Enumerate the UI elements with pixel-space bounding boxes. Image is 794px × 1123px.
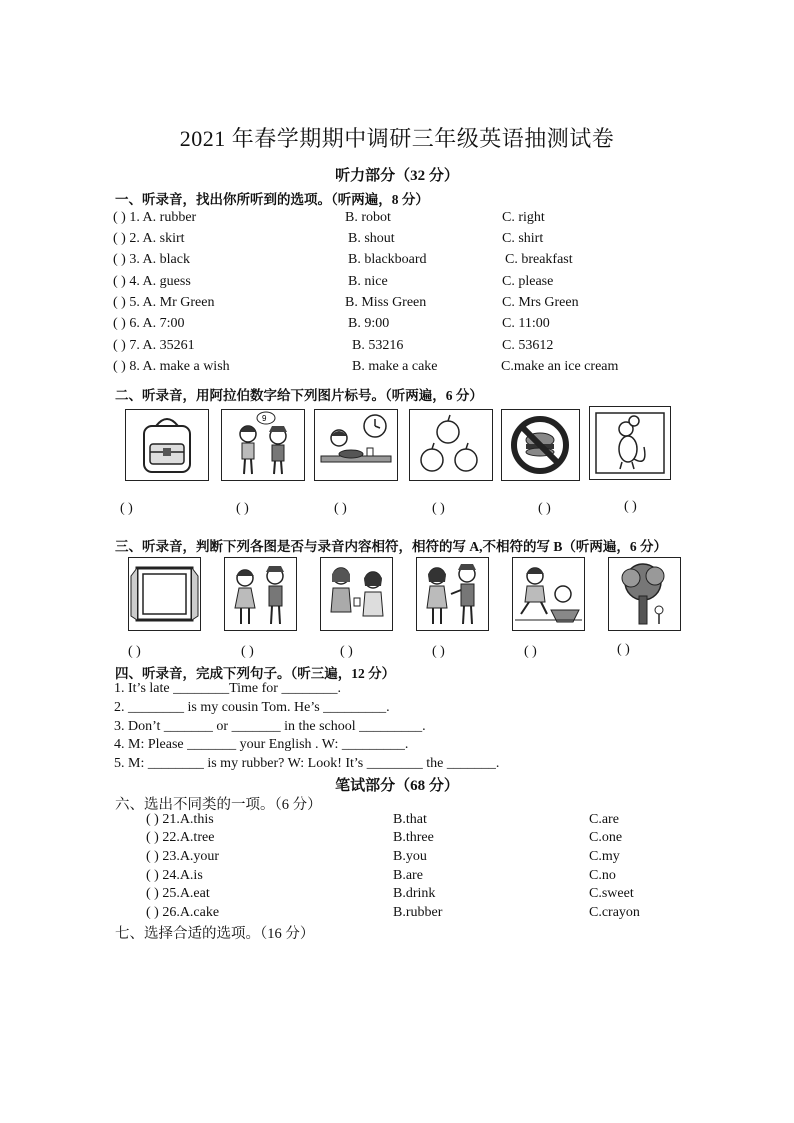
window-picture	[128, 557, 201, 631]
schoolbag-picture	[125, 409, 209, 481]
option-c: C.one	[589, 830, 623, 845]
option-b: B.that	[393, 812, 427, 827]
question-text: ( ) 3. A. black	[113, 252, 190, 267]
clock-icon	[315, 410, 397, 480]
schoolbag-icon	[126, 410, 208, 480]
boy-girl-pointing-picture	[416, 557, 489, 631]
two-girls-picture	[320, 557, 393, 631]
question-text: ( ) 23.A.your	[146, 849, 220, 864]
option-c: C.no	[589, 868, 616, 883]
tree-picture	[608, 557, 681, 631]
girls-icon	[321, 558, 392, 630]
answer-bracket[interactable]: ( )	[624, 499, 637, 514]
option-c: C. please	[502, 274, 554, 289]
option-b: B.are	[393, 868, 423, 883]
tree-icon	[609, 558, 680, 630]
question-text: ( ) 4. A. guess	[113, 274, 191, 289]
option-c: C. Mrs Green	[502, 295, 579, 310]
fill-in-sentence[interactable]: 1. It’s late ________Time for ________.	[114, 681, 341, 696]
falling-icon	[513, 558, 584, 630]
mouse-picture	[589, 406, 671, 480]
option-b: B.drink	[393, 886, 436, 901]
section2-heading: 二、听录音，用阿拉伯数字给下列图片标号。（听两遍，6 分）	[115, 388, 483, 403]
question-text: ( ) 7. A. 35261	[113, 338, 195, 353]
answer-bracket[interactable]: ( )	[524, 644, 537, 659]
section4-heading: 四、听录音，完成下列句子。（听三遍，12 分）	[115, 666, 396, 681]
no-hamburger-picture	[501, 409, 580, 481]
option-b: B. shout	[348, 231, 395, 246]
section1-heading: 一、听录音，找出你所听到的选项。（听两遍，8 分）	[115, 192, 429, 207]
fill-in-sentence[interactable]: 4. M: Please _______ your English . W: _________.	[114, 737, 409, 752]
apple-icon	[410, 410, 492, 480]
falling-girl-picture	[512, 557, 585, 631]
apples-picture	[409, 409, 493, 481]
question-text: ( ) 1. A. rubber	[113, 210, 197, 225]
option-c: C.my	[589, 849, 620, 864]
option-b: B. Miss Green	[345, 295, 427, 310]
option-b: B.rubber	[393, 905, 443, 920]
window-icon	[129, 558, 200, 630]
answer-bracket[interactable]: ( )	[432, 501, 445, 516]
option-b: B.you	[393, 849, 427, 864]
answer-bracket[interactable]: ( )	[334, 501, 347, 516]
answer-bracket[interactable]: ( )	[432, 644, 445, 659]
section3-heading: 三、听录音，判断下列各图是否与录音内容相符，相符的写 A,不相符的写 B（听两遍，6 分）	[115, 539, 668, 554]
mouse-icon	[590, 407, 670, 479]
option-b: B.three	[393, 830, 434, 845]
svg-text:9: 9	[262, 414, 267, 423]
question-text: ( ) 8. A. make a wish	[113, 359, 230, 374]
option-c: C. breakfast	[505, 252, 573, 267]
option-b: B. make a cake	[352, 359, 438, 374]
question-text: ( ) 26.A.cake	[146, 905, 220, 920]
answer-bracket[interactable]: ( )	[128, 644, 141, 659]
option-c: C.are	[589, 812, 619, 827]
children-icon	[225, 558, 296, 630]
answer-bracket[interactable]: ( )	[538, 501, 551, 516]
option-c: C. 53612	[502, 338, 554, 353]
listening-part-title: 听力部分（32 分）	[335, 168, 459, 184]
breakfast-clock-picture	[314, 409, 398, 481]
no-food-icon	[502, 410, 579, 480]
section7-heading: 七、选择合适的选项。（16 分）	[115, 926, 315, 942]
fill-in-sentence[interactable]: 2. ________ is my cousin Tom. He’s _________.	[114, 700, 390, 715]
answer-bracket[interactable]: ( )	[241, 644, 254, 659]
fill-in-sentence[interactable]: 3. Don’t _______ or _______ in the school _________.	[114, 719, 426, 734]
fill-in-sentence[interactable]: 5. M: ________ is my rubber? W: Look! It’s ________ the _______.	[114, 756, 500, 771]
question-text: ( ) 22.A.tree	[146, 830, 215, 845]
children-icon	[222, 410, 304, 480]
option-c: C.crayon	[589, 905, 640, 920]
option-b: B. 9:00	[348, 316, 390, 331]
answer-bracket[interactable]: ( )	[236, 501, 249, 516]
answer-bracket[interactable]: ( )	[120, 501, 133, 516]
option-b: B. blackboard	[348, 252, 427, 267]
option-c: C.make an ice cream	[501, 359, 619, 374]
question-text: ( ) 24.A.is	[146, 868, 203, 883]
option-b: B. nice	[348, 274, 388, 289]
written-part-title: 笔试部分（68 分）	[335, 778, 459, 794]
option-b: B. 53216	[352, 338, 404, 353]
answer-bracket[interactable]: ( )	[340, 644, 353, 659]
question-text: ( ) 21.A.this	[146, 812, 214, 827]
page-title: 2021 年春学期期中调研三年级英语抽测试卷	[179, 126, 615, 151]
option-c: C. 11:00	[502, 316, 550, 331]
question-text: ( ) 5. A. Mr Green	[113, 295, 215, 310]
question-text: ( ) 2. A. skirt	[113, 231, 185, 246]
option-c: C.sweet	[589, 886, 634, 901]
children-talking-picture	[221, 409, 305, 481]
option-b: B. robot	[345, 210, 391, 225]
option-c: C. shirt	[502, 231, 544, 246]
answer-bracket[interactable]: ( )	[617, 642, 630, 657]
girl-boy-picture	[224, 557, 297, 631]
option-c: C. right	[502, 210, 545, 225]
question-text: ( ) 6. A. 7:00	[113, 316, 185, 331]
section6-heading: 六、选出不同类的一项。（6 分）	[115, 797, 322, 813]
children-icon	[417, 558, 488, 630]
question-text: ( ) 25.A.eat	[146, 886, 210, 901]
